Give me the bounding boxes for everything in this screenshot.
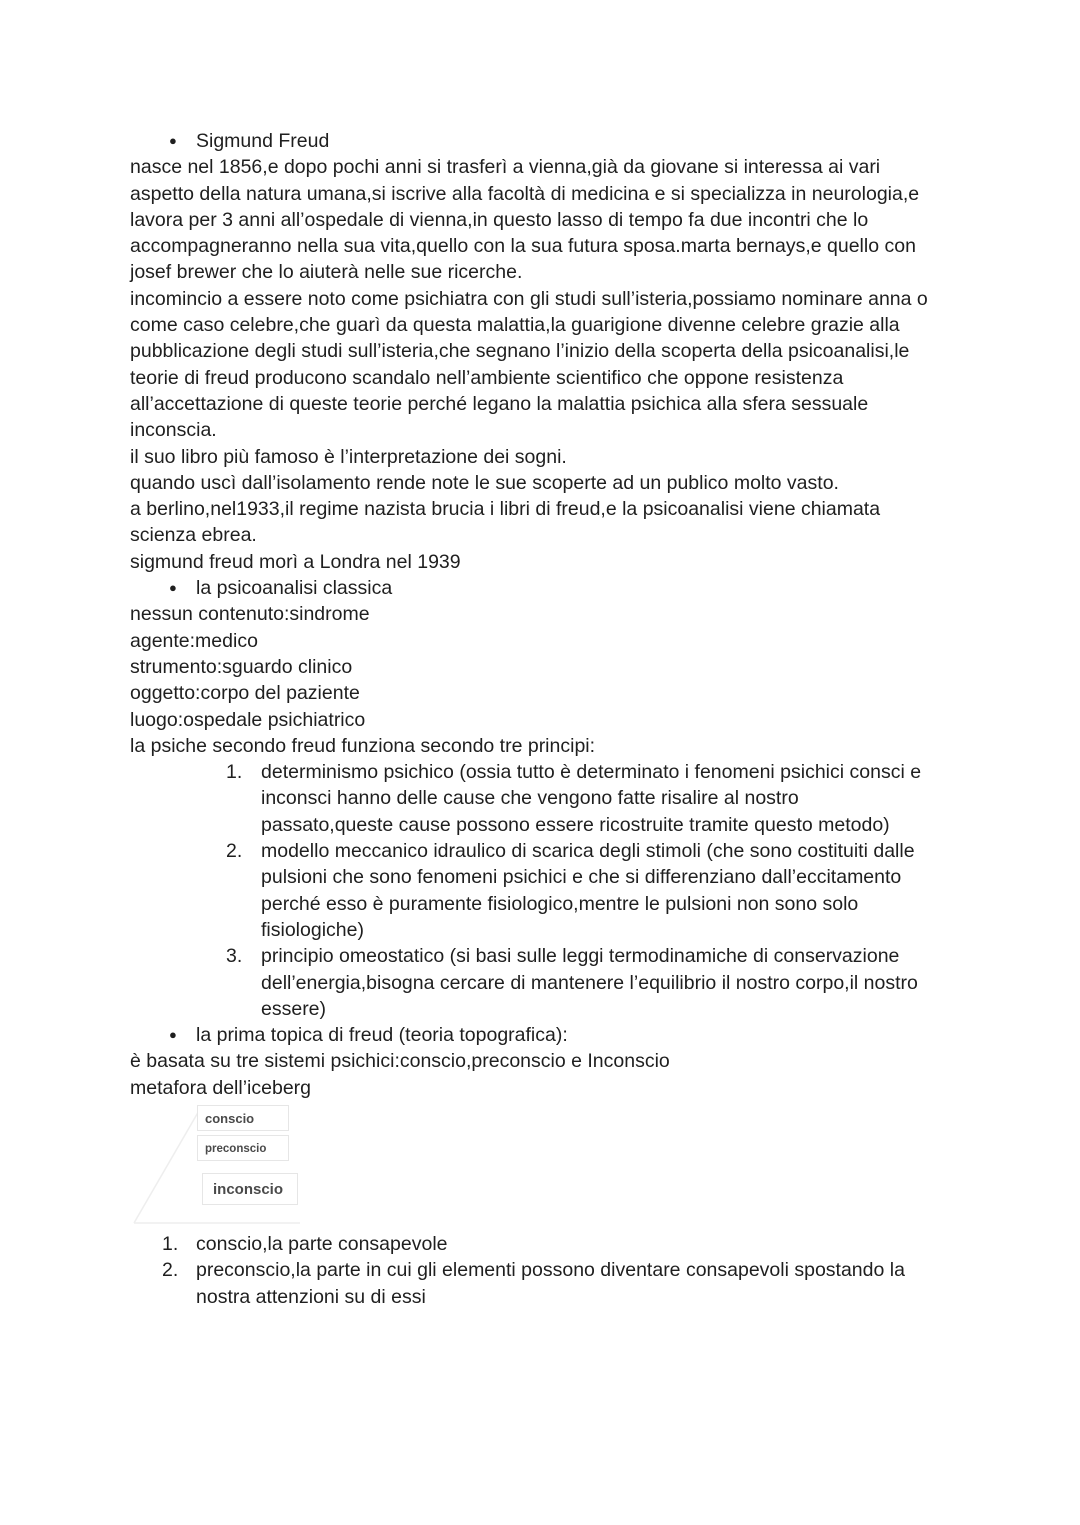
freud-line: come caso celebre,che guarì da questa malattia,la guarigione divenne celebre grazie alla [130,314,900,337]
heading-sigmund-freud: ● Sigmund Freud [130,128,960,154]
list-number: 1. [226,761,243,784]
classica-line: strumento:sguardo clinico [130,655,353,678]
freud-line: il suo libro più famoso è l’interpretazione dei sogni. [130,445,567,468]
freud-line: a berlino,nel1933,il regime nazista brucia i libri di freud,e la psicoanalisi viene chiamata [130,498,881,521]
heading-psicoanalisi-classica: ● la psicoanalisi classica [130,575,960,601]
system-item [130,1257,960,1310]
principle-item [130,943,960,1022]
diagram-label-conscio: conscio [197,1105,289,1131]
freud-line: sigmund freud morì a Londra nel 1939 [130,550,461,573]
topica-line: metafora dell’iceberg [130,1076,312,1099]
list-number: 2. [226,840,243,863]
principle-line: modello meccanico idraulico di scarica degli stimoli (che sono costituiti dalle [261,840,915,863]
principle-line: pulsioni che sono fenomeni psichici e che si differenziano dall’eccitamento [261,866,902,889]
system-item [130,1231,960,1257]
principle-line: principio omeostatico (si basi sulle leggi termodinamiche di conservazione [261,945,900,968]
topica-line: è basata su tre sistemi psichici:conscio,preconscio e Inconscio [130,1050,670,1073]
freud-line: incomincio a essere noto come psichiatra con gli studi sull’isteria,possiamo nominare anna o [130,287,928,310]
classica-line: nessun contenuto:sindrome [130,603,370,626]
freud-line: teorie di freud producono scandalo nell’ambiente scientifico che oppone resistenza [130,366,844,389]
freud-line: scienza ebrea. [130,524,257,547]
classica-line: la psiche secondo freud funziona secondo tre principi: [130,734,596,757]
systems-list [130,1231,960,1310]
freud-line: pubblicazione degli studi sull’isteria,che segnano l’inizio della scoperta della psicoanalisi,le [130,340,910,363]
principle-line: inconsci hanno delle cause che vengono fatte risalire al nostro [261,787,799,810]
list-number: 3. [226,945,243,968]
principle-line: dell’energia,bisogna cercare di mantenere l’equilibrio il nostro corpo,il nostro [261,971,918,994]
freud-line: nasce nel 1856,e dopo pochi anni si trasferì a vienna,già da giovane si interessa ai vari [130,156,881,179]
freud-line: all’accettazione di queste teorie perché legano la malattia psichica alla sfera sessuale [130,392,869,415]
freud-line: quando uscì dall’isolamento rende note le sue scoperte ad un publico molto vasto. [130,471,839,494]
principle-line: fisiologiche) [261,918,364,941]
classica-line: oggetto:corpo del paziente [130,682,360,705]
principle-item [130,838,960,943]
freud-line: lavora per 3 anni all’ospedale di vienna,in questo lasso di tempo fa due incontri che lo [130,208,869,231]
diagram-label-preconscio: preconscio [197,1135,289,1161]
principle-line: essere) [261,997,327,1020]
document-body [130,128,960,1310]
freud-line: aspetto della natura umana,si iscrive alla facoltà di medicina e si specializza in neurologia,e [130,182,920,205]
freud-line: accompagneranno nella sua vita,quello con la sua futura sposa.marta bernays,e quello con [130,235,916,258]
principle-line: determinismo psichico (ossia tutto è determinato i fenomeni psichici consci e [261,761,922,784]
diagram-label-inconscio: inconscio [202,1173,298,1205]
system-line: nostra attenzioni su di essi [196,1285,426,1308]
freud-line: inconscia. [130,419,217,442]
principles-list [130,759,960,1022]
classica-line: luogo:ospedale psichiatrico [130,708,366,731]
principle-item [130,759,960,838]
list-number: 1. [162,1232,179,1255]
list-number: 2. [162,1259,179,1282]
iceberg-diagram [130,1101,430,1231]
principle-line: passato,queste cause possono essere ricostruite tramite questo metodo) [261,813,890,836]
principle-line: perché esso è puramente fisiologico,mentre le pulsioni non sono solo [261,892,859,915]
classica-line: agente:medico [130,629,258,652]
heading-prima-topica: ● la prima topica di freud (teoria topografica): [130,1022,960,1048]
freud-line: josef brewer che lo aiuterà nelle sue ricerche. [130,261,523,284]
system-line: conscio,la parte consapevole [196,1232,448,1255]
system-line: preconscio,la parte in cui gli elementi possono diventare consapevoli spostando la [196,1259,905,1282]
